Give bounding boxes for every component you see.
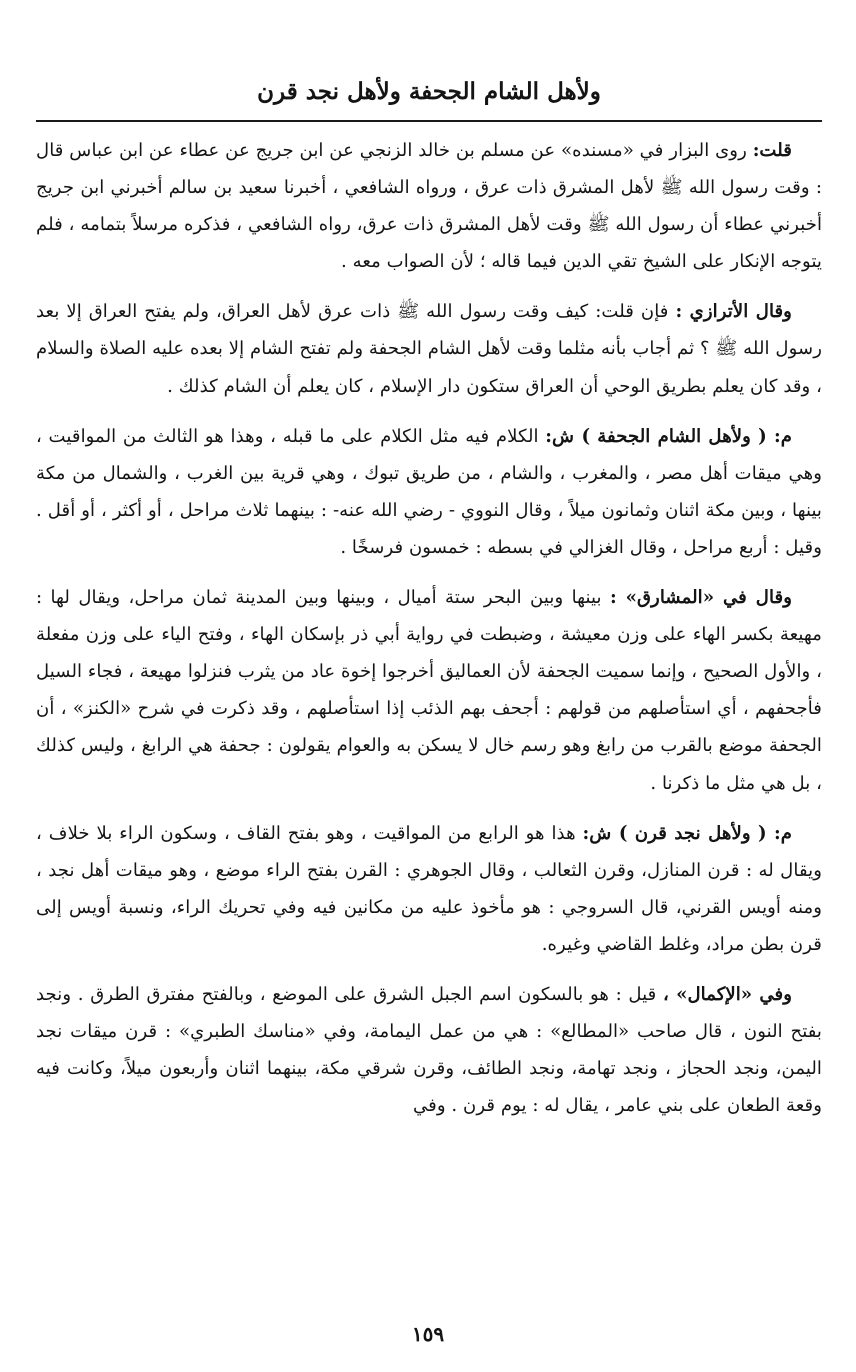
paragraph-lead: وفي «الإكمال» ، — [663, 983, 792, 1005]
header-rule — [36, 120, 822, 122]
paragraph-text: فإن قلت: كيف وقت رسول الله ﷺ ذات عرق لأهل العراق، ولم يفتح العراق إلا بعد رسول الله ﷺ ؟ ثم أجاب بأنه مثلما وقت لأهل الشام الجحفة ولم تفتح الشام إلا بعده عليه الصلاة والسلام ، وقد كان يعلم بطريق الوحي أن العراق ستكون دار الإسلام ، كان يعلم أن الشام كذلك . — [36, 301, 822, 397]
paragraph-text: قيل : هو بالسكون اسم الجبل الشرق على الموضع ، وبالفتح مفترق الطرق . ونجد بفتح النون ، قال صاحب «المطالع» : هي من عمل اليمامة، وفي «مناسك الطبري» : قرن ميقات نجد اليمن، ونجد الحجاز ، ونجد تهامة، ونجد الطائف، وقرن شرقي مكة، بينهما اثنان وأربعون ميلاً، وكانت فيه وقعة الطعان على بني عامر ، يقال له : يوم قرن . وفي — [36, 983, 822, 1117]
paragraph-text: بينها وبين البحر ستة أميال ، وبينها وبين المدينة ثمان مراحل، ويقال لها : مهيعة بكسر الهاء على وزن معيشة ، وضبطت في رواية أبي ذر بإسكان الهاء ، وفتح الياء على وزن مفعلة ، والأول الصحيح ، وإنما سميت الجحفة لأن العماليق أخرجوا إخوة عاد من يثرب فنزلوا مهيعة ، فجاء السيل فأجحفهم ، أي استأصلهم من قولهم : أجحف بهم الذئب إذا استأصلهم ، وقد ذكرت في شرح «الكنز» ، أن الجحفة موضع بالقرب من رابغ وهو رسم خال لا يسكن به والعوام يقولون : جحفة هي الرابغ ، وليس كذلك ، بل هي مثل ما ذكرنا . — [36, 587, 822, 794]
page-number: ١٥٩ — [411, 1322, 445, 1346]
paragraph-2 — [36, 293, 822, 404]
paragraph-6 — [36, 976, 822, 1124]
paragraph-5 — [36, 815, 822, 963]
running-head-title: ولأهل الشام الجحفة ولأهل نجد قرن — [257, 78, 601, 105]
paragraph-1 — [36, 132, 822, 280]
page-body — [36, 132, 822, 1124]
paragraph-lead: وقال في «المشارق» : — [609, 587, 792, 609]
paragraph-lead: م: ( ولأهل نجد قرن ) ش: — [582, 822, 792, 844]
paragraph-lead: قلت: — [752, 140, 792, 161]
paragraph-text: هذا هو الرابع من المواقيت ، وهو بفتح القاف ، وسكون الراء بلا خلاف ، ويقال له : قرن المنازل، وقرن الثعالب ، وقال الجوهري : القرن بفتح الراء موضع ، وهو ميقات أهل نجد ، ومنه أويس القرني، قال السروجي : هو مأخوذ عليه من مكانين فيه وفي تحريك الراء، ونسبة أويس إلى قرن بطن مراد، وغلط القاضي وغيره. — [36, 822, 822, 955]
paragraph-3 — [36, 418, 822, 566]
paragraph-lead: وقال الأترازي : — [675, 301, 792, 323]
paragraph-text: روى البزار في «مسنده» عن مسلم بن خالد الزنجي عن ابن جريج عن عطاء عن ابن عباس قال : وقت رسول الله ﷺ لأهل المشرق ذات عرق ، ورواه الشافعي ، أخبرنا سعيد بن سالم أخبرني ابن جريج أخبرني عطاء أن رسول الله ﷺ وقت لأهل المشرق ذات عرق، رواه الشافعي ، فذكره مرسلاً بتمامه ، فلم يتوجه الإنكار على الشيخ تقي الدين فيما قاله ؛ لأن الصواب معه . — [36, 140, 822, 273]
paragraph-4 — [36, 579, 822, 802]
paragraph-text: الكلام فيه مثل الكلام على ما قبله ، وهذا هو الثالث من المواقيت ، وهي ميقات أهل مصر ، والمغرب ، والشام ، من طريق تبوك ، وهي قرية بين الغرب ، والشمال من مكة بينها ، وبين مكة اثنان وثمانون ميلاً ، وقال النووي - رضي الله عنه- : بينهما ثلاث مراحل ، أو أكثر ، أو أقل . وقيل : أربع مراحل ، وقال الغزالي في بسطه : خمسون فرسخًا . — [36, 425, 822, 558]
paragraph-lead: م: ( ولأهل الشام الجحفة ) ش: — [545, 425, 793, 447]
